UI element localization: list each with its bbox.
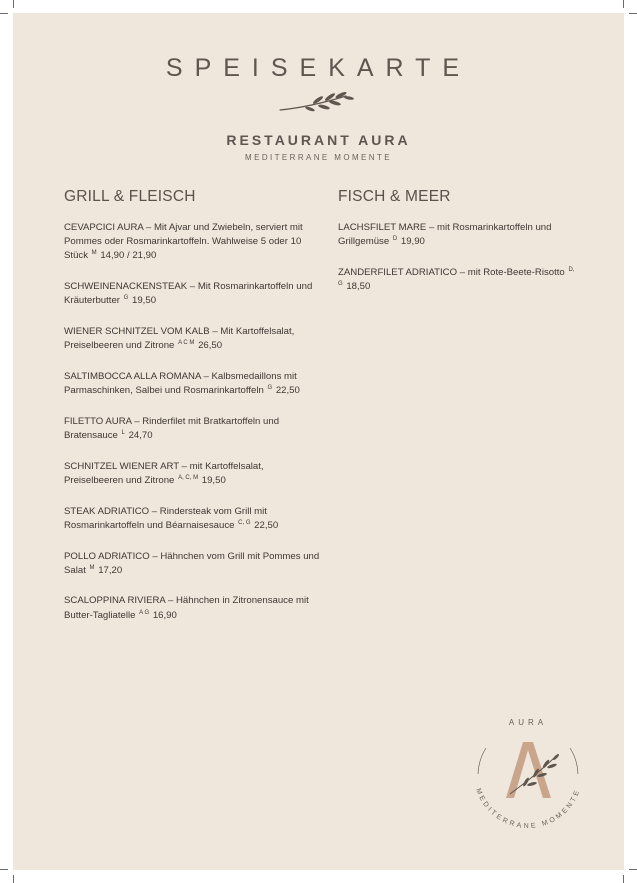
dish-name: LACHSFILET MARE <box>338 222 427 233</box>
dish-description: Rinderfilet mit Bratkartoffeln und Bratensauce <box>64 415 280 442</box>
menu-item: POLLO ADRIATICO – Hähnchen vom Grill mit Pommes und Salat $^M$ 17,20 <box>64 550 320 576</box>
section-grill-fleisch <box>64 188 324 639</box>
dish-name: ZANDERFILET ADRIATICO <box>338 266 458 278</box>
menu-item: SCHWEINENACKENSTEAK – Mit Rosmarinkartoffeln und Kräuterbutter $^G$ 19,50 <box>64 281 313 307</box>
dish-price: 19,50 <box>201 474 226 486</box>
menu-item-list <box>338 221 578 294</box>
dish-description: Mit Kartoffelsalat, Preiselbeeren und Zitrone <box>64 326 295 352</box>
restaurant-tagline: MEDITERRANE MOMENTE <box>245 153 392 162</box>
crop-mark <box>13 0 14 8</box>
dish-name: FILETTO AURA <box>64 415 132 427</box>
crop-mark <box>629 869 637 870</box>
dish-price: 16,90 <box>152 609 177 621</box>
menu-item: SCHNITZEL WIENER ART – mit Kartoffelsalat, Preiselbeeren und Zitrone $^{A, C, M}$ 19,50 <box>64 460 264 486</box>
dish-description: Mit Ajvar und Zwiebeln, serviert mit Pommes oder Rosmarinkartoffeln. Wahlweise 5 oder 10 Stück <box>64 222 303 262</box>
menu-item: FILETTO AURA – Rinderfilet mit Bratkartoffeln und Bratensauce $^L$ 24,70 <box>64 415 280 442</box>
dish-price: 14,90 / 21,90 <box>100 250 157 262</box>
dish-price: 19,50 <box>132 295 157 307</box>
dish-price: 22,50 <box>275 385 300 397</box>
menu-item: STEAK ADRIATICO – Rindersteak vom Grill mit Rosmarinkartoffeln und Béarnaisesauce $^{C, G}$ 22,50 <box>64 505 279 531</box>
menu-item: CEVAPCICI AURA – Mit Ajvar und Zwiebeln, serviert mit Pommes oder Rosmarinkartoffeln. Wahlweise 5 oder 10 Stück $^M$ 14,90 / 21,90 <box>64 222 303 262</box>
dish-name: SALTIMBOCCA ALLA ROMANA <box>64 370 201 382</box>
dish-name: SCHNITZEL WIENER ART <box>64 460 179 472</box>
crop-mark <box>0 869 8 870</box>
aura-logo <box>466 712 590 836</box>
menu-title: SPEISEKARTE <box>165 54 472 82</box>
dish-allergens: L <box>121 430 125 437</box>
dish-description: Rindersteak vom Grill mit Rosmarinkartoffeln und Béarnaisesauce <box>64 505 267 531</box>
dish-price: 17,20 <box>98 564 123 576</box>
section-heading: GRILL & FLEISCH <box>64 188 196 205</box>
menu-item-list <box>64 221 324 623</box>
dish-allergens: D <box>392 236 398 243</box>
crop-mark <box>629 13 637 14</box>
dish-description: Mit Rosmarinkartoffeln und Kräuterbutter <box>64 281 313 307</box>
dish-allergens: A G <box>139 609 150 616</box>
menu-item: LACHSFILET MARE – mit Rosmarinkartoffeln und Grillgemüse $^D$ 19,90 <box>338 222 552 248</box>
crop-mark <box>13 875 14 883</box>
dish-name: POLLO ADRIATICO <box>64 550 150 562</box>
dish-allergens: C, G <box>238 519 251 526</box>
dish-name: CEVAPCICI AURA <box>64 222 144 233</box>
dish-allergens: A C M <box>178 340 195 347</box>
dish-price: 22,50 <box>254 519 279 531</box>
logo-a-icon <box>506 742 551 798</box>
dish-price: 18,50 <box>346 281 371 293</box>
section-heading: FISCH & MEER <box>338 188 451 205</box>
menu-item: SCALOPPINA RIVIERA – Hähnchen in Zitronensauce mit Butter-Tagliatelle $^{A G}$ 16,90 <box>64 595 309 621</box>
dish-description: Hähnchen in Zitronensauce mit Butter-Tagliatelle <box>64 595 309 621</box>
menu-item: SALTIMBOCCA ALLA ROMANA – Kalbsmedaillons mit Parmaschinken, Salbei und Rosmarinkartoffeln $^G$ 22,50 <box>64 370 300 397</box>
dish-description: mit Rosmarinkartoffeln und Grillgemüse <box>338 222 552 248</box>
logo-top-text: AURA <box>508 718 548 727</box>
dish-description: mit Kartoffelsalat, Preiselbeeren und Zitrone <box>64 460 264 486</box>
dish-name: STEAK ADRIATICO <box>64 505 150 517</box>
olive-branch-icon <box>278 92 358 118</box>
crop-mark <box>0 13 8 14</box>
dish-allergens: A, C, M <box>178 474 199 481</box>
dish-price: 26,50 <box>198 340 223 352</box>
dish-description: Kalbsmedaillons mit Parmaschinken, Salbei und Rosmarinkartoffeln <box>64 370 297 397</box>
dish-price: 24,70 <box>128 430 153 442</box>
dish-allergens: M <box>89 564 95 571</box>
dish-description: mit Rote-Beete-Risotto <box>467 266 565 278</box>
dish-name: SCHWEINENACKENSTEAK <box>64 281 188 293</box>
dish-allergens: M <box>91 250 97 257</box>
crop-mark <box>623 875 624 883</box>
crop-mark <box>623 0 624 8</box>
section-fisch-meer <box>338 188 578 311</box>
dish-allergens: G <box>267 385 273 392</box>
logo-ring-text: MEDITERRANE MOMENTE <box>474 787 582 831</box>
dish-description: Hähnchen vom Grill mit Pommes und Salat <box>64 550 320 576</box>
menu-item: WIENER SCHNITZEL VOM KALB – Mit Kartoffelsalat, Preiselbeeren und Zitrone $^{A C M}$ 26,50 <box>64 326 295 352</box>
dish-allergens: D, G <box>338 266 575 288</box>
dish-allergens: G <box>123 295 129 302</box>
menu-item: ZANDERFILET ADRIATICO – mit Rote-Beete-Risotto $^{D, G}$ 18,50 <box>338 266 575 293</box>
dish-price: 19,90 <box>400 236 425 248</box>
restaurant-name: RESTAURANT AURA <box>226 132 411 148</box>
dish-name: WIENER SCHNITZEL VOM KALB <box>64 326 210 338</box>
svg-text:MEDITERRANE MOMENTE <box>474 788 582 830</box>
dish-name: SCALOPPINA RIVIERA <box>64 595 166 607</box>
